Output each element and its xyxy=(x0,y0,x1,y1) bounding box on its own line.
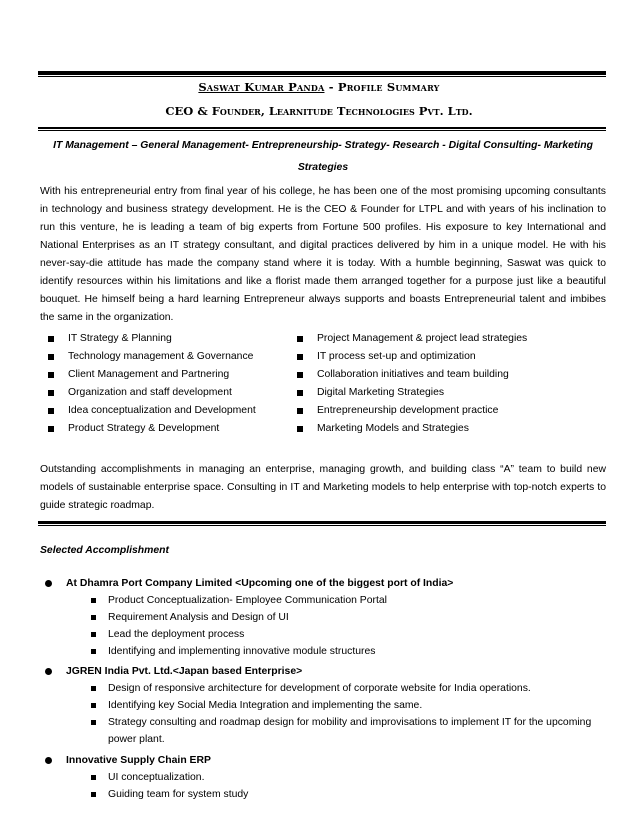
company-heading: At Dhamra Port Company Limited <Upcoming one of the biggest port of India> xyxy=(40,575,606,592)
square-bullet-icon xyxy=(91,649,96,654)
document-subtitle: CEO & Founder, Learnitude Technologies Pvt. Ltd. xyxy=(165,104,473,118)
square-bullet-icon xyxy=(48,426,54,432)
skill-item: Idea conceptualization and Development xyxy=(48,402,298,420)
accomplishment-point: Requirement Analysis and Design of UI xyxy=(40,609,606,626)
header-divider-thin xyxy=(38,130,606,131)
top-divider-thin xyxy=(38,76,606,77)
accomplishment-point: Design of responsive architecture for development of corporate website for India operations. xyxy=(40,680,606,697)
square-bullet-icon xyxy=(91,703,96,708)
round-bullet-icon xyxy=(45,580,52,587)
person-name: Saswat Kumar Panda xyxy=(198,80,325,94)
section-divider-thin xyxy=(38,525,606,526)
company-heading: Innovative Supply Chain ERP xyxy=(40,752,606,769)
skill-item: Client Management and Partnering xyxy=(48,366,298,384)
round-bullet-icon xyxy=(45,757,52,764)
skill-item: Technology management & Governance xyxy=(48,348,298,366)
document-title xyxy=(0,80,638,94)
square-bullet-icon xyxy=(297,426,303,432)
top-divider xyxy=(38,71,606,75)
round-bullet-icon xyxy=(45,668,52,675)
accomplishment-point: Identifying key Social Media Integration and implementing the same. xyxy=(40,697,606,714)
skill-item: Digital Marketing Strategies xyxy=(297,384,607,402)
header-divider xyxy=(38,127,606,129)
title-suffix: - Profile Summary xyxy=(324,80,440,94)
square-bullet-icon xyxy=(48,372,54,378)
square-bullet-icon xyxy=(297,336,303,342)
skill-item: IT Strategy & Planning xyxy=(48,330,298,348)
skill-item: Product Strategy & Development xyxy=(48,420,298,438)
accomplishment-block xyxy=(40,663,606,748)
square-bullet-icon xyxy=(91,615,96,620)
accomplishment-point: Guiding team for system study xyxy=(40,786,606,803)
square-bullet-icon xyxy=(297,354,303,360)
accomplishment-point: UI conceptualization. xyxy=(40,769,606,786)
skill-item: Project Management & project lead strategies xyxy=(297,330,607,348)
skill-item: Collaboration initiatives and team building xyxy=(297,366,607,384)
accomplishment-point: Identifying and implementing innovative module structures xyxy=(40,643,606,660)
accomplishments-heading: Selected Accomplishment xyxy=(40,545,169,556)
accomplishment-point: Lead the deployment process xyxy=(40,626,606,643)
skill-item: Entrepreneurship development practice xyxy=(297,402,607,420)
skills-list-right xyxy=(297,330,607,438)
accomplishment-block xyxy=(40,575,606,660)
skill-item: IT process set-up and optimization xyxy=(297,348,607,366)
skill-item: Marketing Models and Strategies xyxy=(297,420,607,438)
square-bullet-icon xyxy=(48,390,54,396)
square-bullet-icon xyxy=(91,792,96,797)
company-heading: JGREN India Pvt. Ltd.<Japan based Enterprise> xyxy=(40,663,606,680)
square-bullet-icon xyxy=(91,720,96,725)
skill-item: Organization and staff development xyxy=(48,384,298,402)
square-bullet-icon xyxy=(91,598,96,603)
square-bullet-icon xyxy=(297,390,303,396)
square-bullet-icon xyxy=(297,408,303,414)
square-bullet-icon xyxy=(91,632,96,637)
expertise-tagline: IT Management – General Management- Entrepreneurship- Strategy- Research - Digital Consulting- Marketing Strategies xyxy=(53,140,593,173)
accomplishment-point: Strategy consulting and roadmap design for mobility and improvisations to implement IT for the upcoming power plant. xyxy=(40,714,606,748)
square-bullet-icon xyxy=(91,775,96,780)
accomplishment-point: Product Conceptualization- Employee Communication Portal xyxy=(40,592,606,609)
square-bullet-icon xyxy=(297,372,303,378)
square-bullet-icon xyxy=(48,408,54,414)
square-bullet-icon xyxy=(48,336,54,342)
skills-list-left xyxy=(48,330,298,438)
section-divider xyxy=(38,521,606,524)
square-bullet-icon xyxy=(91,686,96,691)
accomplishment-block xyxy=(40,752,606,803)
square-bullet-icon xyxy=(48,354,54,360)
profile-summary: With his entrepreneurial entry from final year of his college, he has been one of the most promising upcoming consultants in technology and business strategy development. He is the CEO & Founder for LTPL and with years of his inclination to run this venture, he is leading a team of big experts from Fortune 500 profiles. His exposure to key International and National Enterprises as an IT strategy consultant, and digital practices delivered by him in a unique model. He with his never-say-die attitude has made the company stand where it is today. With a humble beginning, Saswat was quick to identify resources within his limitations and like a florist made them arranged together for a purpose just like a beautiful bouquet. He himself being a hard learning Entrepreneur always supports and boasts Entrepreneurial talent and imbibes the same in the organization. xyxy=(40,186,606,323)
outstanding-accomplishments: Outstanding accomplishments in managing an enterprise, managing growth, and building class “A” team to build new models of sustainable enterprise space. Consulting in IT and Marketing models to help enterprise with top-notch experts to guide strategic roadmap. xyxy=(40,464,606,511)
